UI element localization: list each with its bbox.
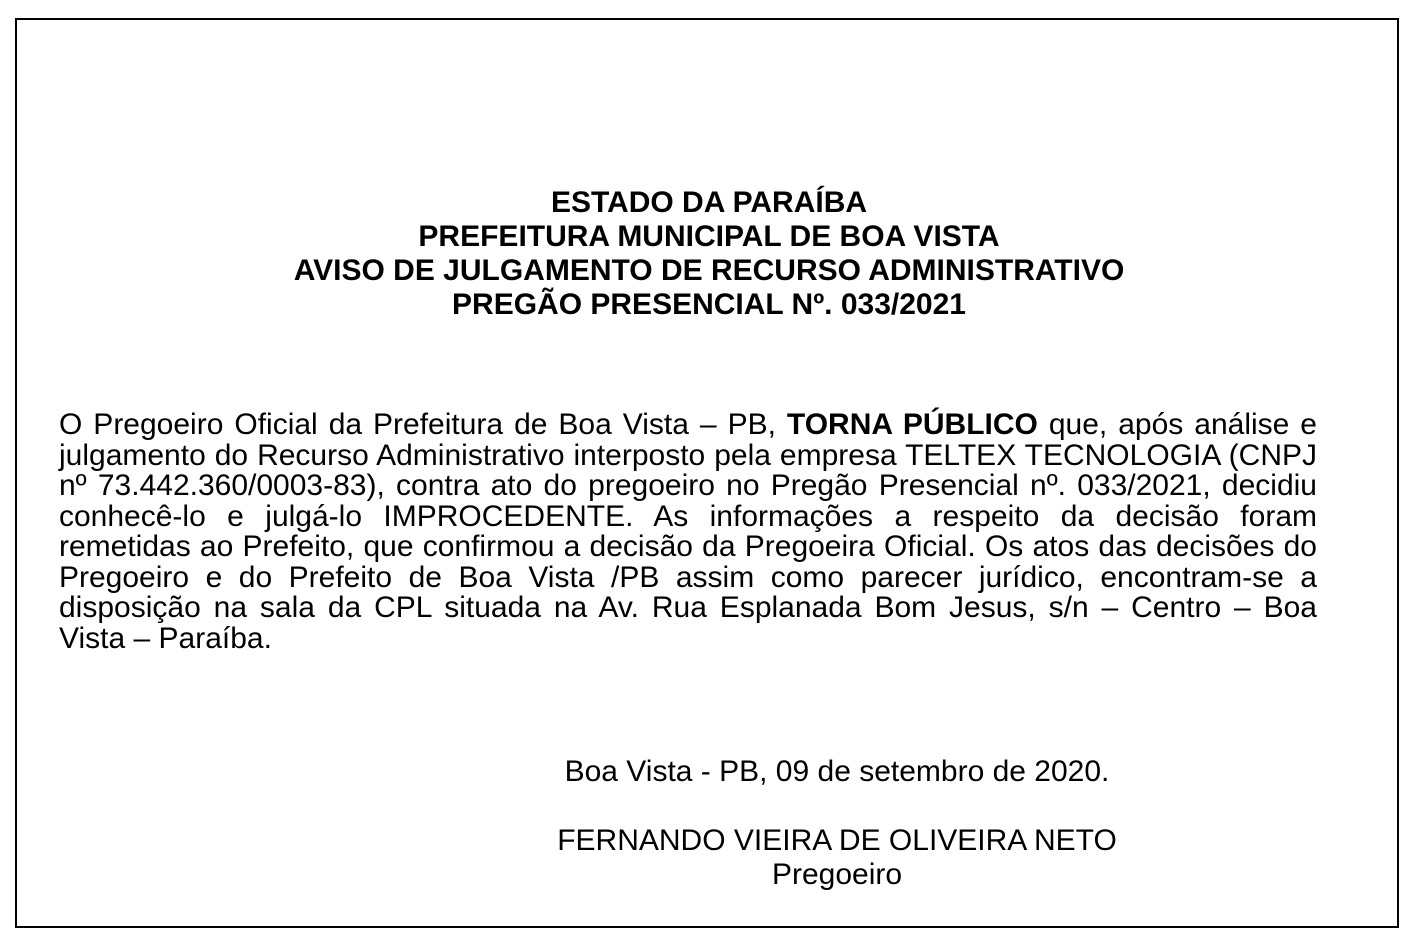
header-notice-title: AVISO DE JULGAMENTO DE RECURSO ADMINISTRATIVO [293, 254, 1125, 287]
header-municipality: PREFEITURA MUNICIPAL DE BOA VISTA [418, 220, 1000, 253]
body-intro: O Pregoeiro Oficial da Prefeitura de Boa Vista – PB, [59, 408, 787, 441]
header-tender-number: PREGÃO PRESENCIAL Nº. 033/2021 [452, 288, 966, 321]
signatory-role: Pregoeiro [771, 858, 903, 891]
notice-header [17, 186, 1401, 322]
body-rest: que, após análise e julgamento do Recurso Administrativo interposto pela empresa TELTEX TECNOLOGIA (CNPJ nº 73.442.360/0003-83), contra ato do pregoeiro no Pregão Presencial nº. 033/2021, decidiu conhecê-lo e julgá-lo IMPROCEDENTE. As informações a respeito da decisão foram remetidas ao Prefeito, que confirmou a decisão da Pregoeira Oficial. Os atos das decisões do Pregoeiro e do Prefeito de Boa Vista /PB assim como parecer jurídico, encontram-se a disposição na sala da CPL situada na Av. Rua Esplanada Bom Jesus, s/n – Centro – Boa Vista – Paraíba. [59, 408, 1317, 655]
header-state: ESTADO DA PARAÍBA [550, 186, 868, 219]
signatory-name: FERNANDO VIEIRA DE OLIVEIRA NETO [557, 824, 1117, 857]
signature-date: Boa Vista - PB, 09 de setembro de 2020. [564, 755, 1110, 788]
notice-frame [15, 18, 1399, 928]
body-emphasis: TORNA PÚBLICO [786, 408, 1038, 441]
notice-body [59, 410, 1317, 654]
